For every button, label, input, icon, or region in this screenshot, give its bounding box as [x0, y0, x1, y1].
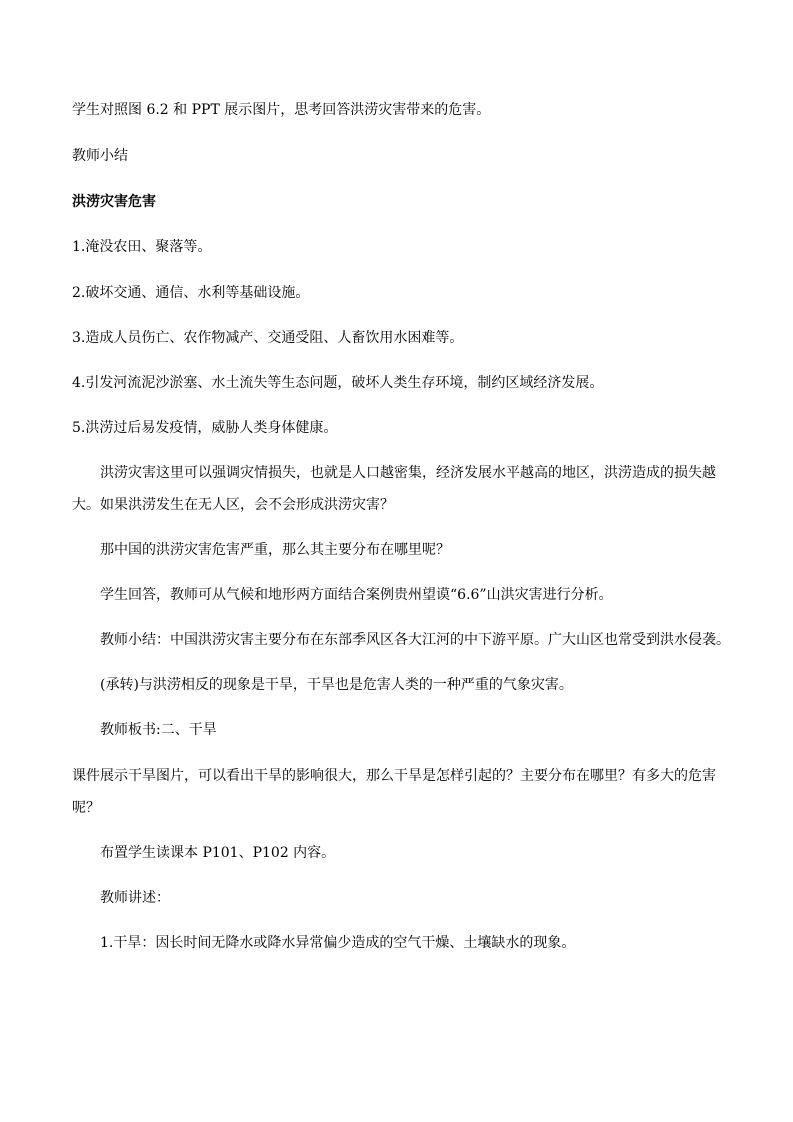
paragraph-drought-question-line1: 课件展示干旱图片，可以看出干旱的影响很大，那么干旱是怎样引起的？主要分布在哪里？有多大的危害	[72, 768, 716, 784]
paragraph-loss-line2: 大。如果洪涝发生在无人区，会不会形成洪涝灾害？	[72, 497, 394, 513]
heading-flood-hazards: 洪涝灾害危害	[72, 194, 156, 210]
paragraph-drought-definition: 1.干旱：因长时间无降水或降水异常偏少造成的空气干燥、土壤缺水的现象。	[100, 935, 576, 951]
list-item-1: 1.淹没农田、聚落等。	[72, 239, 212, 255]
heading-teacher-summary: 教师小结	[72, 148, 128, 164]
paragraph-distribution-question: 那中国的洪涝灾害危害严重，那么其主要分布在哪里呢？	[100, 542, 450, 558]
paragraph-transition: (承转)与洪涝相反的现象是干旱，干旱也是危害人类的一种严重的气象灾害。	[100, 677, 573, 693]
paragraph-reading-task: 布置学生读课本 P101、P102 内容。	[100, 845, 336, 861]
paragraph-student-task: 学生对照图 6.2 和 PPT 展示图片，思考回答洪涝灾害带来的危害。	[72, 102, 491, 118]
list-item-5: 5.洪涝过后易发疫情，威胁人类身体健康。	[72, 420, 338, 436]
paragraph-teacher-lecture: 教师讲述：	[100, 890, 170, 906]
list-item-3: 3.造成人员伤亡、农作物减产、交通受阻、人畜饮用水困难等。	[72, 330, 464, 346]
paragraph-student-answer: 学生回答，教师可从气候和地形两方面结合案例贵州望谟“6.6”山洪灾害进行分析。	[100, 587, 613, 603]
paragraph-board-title: 教师板书:二、干旱	[100, 722, 217, 738]
list-item-4: 4.引发河流泥沙淤塞、水土流失等生态问题，破坏人类生存环境，制约区域经济发展。	[72, 375, 604, 391]
paragraph-teacher-summary: 教师小结：中国洪涝灾害主要分布在东部季风区各大江河的中下游平原。广大山区也常受到洪水侵袭。	[100, 632, 730, 648]
paragraph-drought-question-line2: 呢？	[72, 800, 100, 816]
list-item-2: 2.破坏交通、通信、水利等基础设施。	[72, 285, 310, 301]
paragraph-loss-line1: 洪涝灾害这里可以强调灾情损失，也就是人口越密集，经济发展水平越高的地区，洪涝造成的损失越	[100, 465, 716, 481]
